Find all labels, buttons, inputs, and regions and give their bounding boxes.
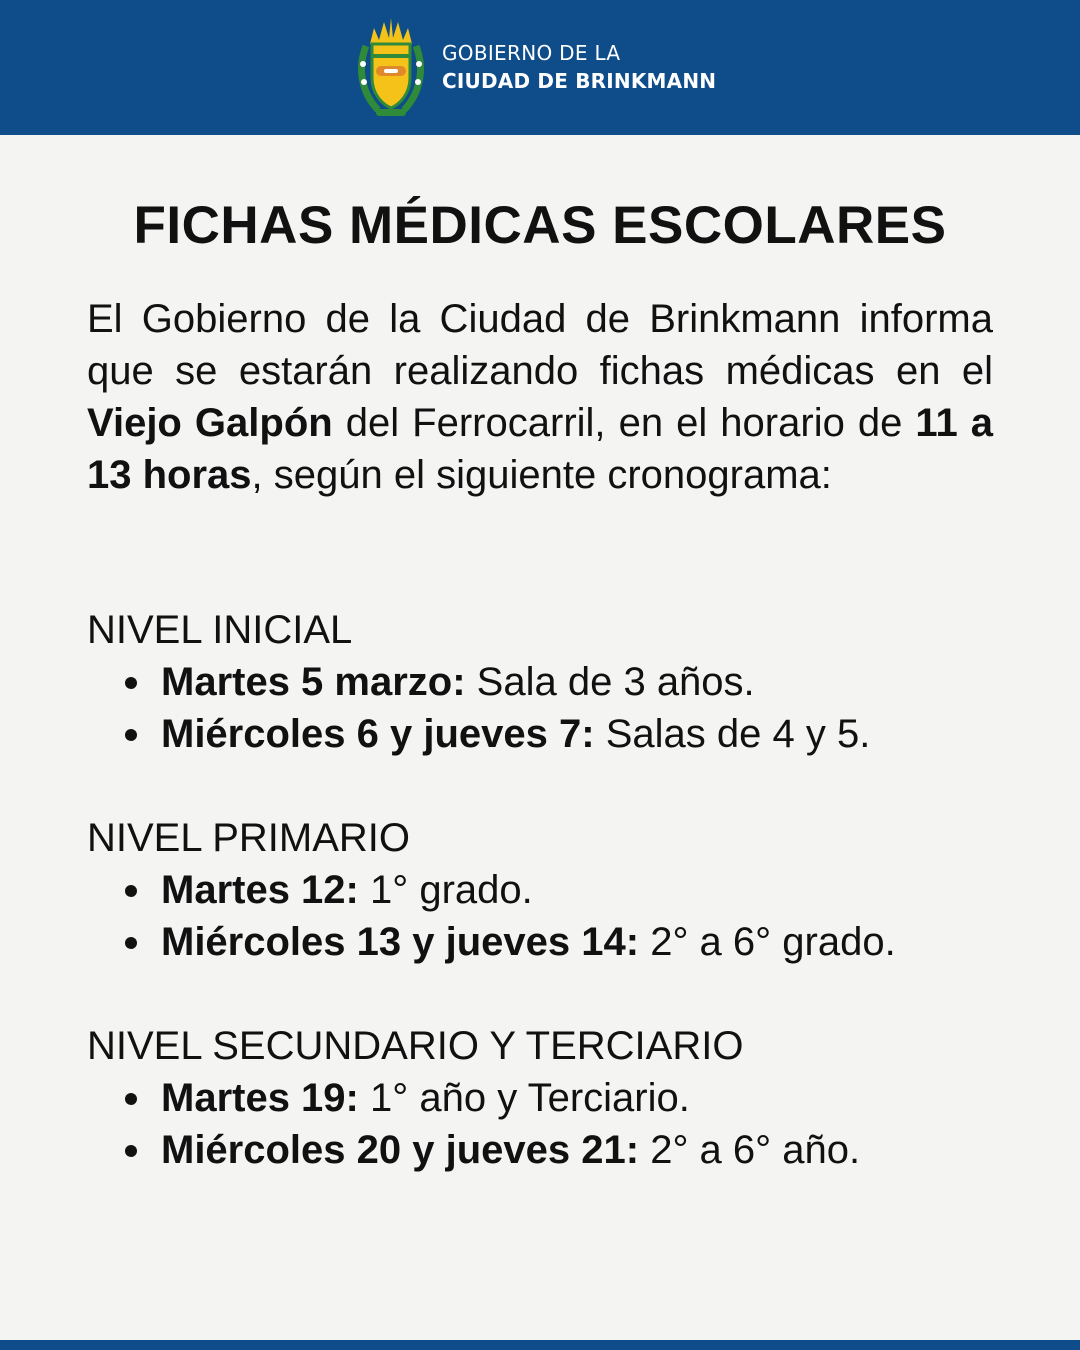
schedule-date: Martes 19:	[161, 1076, 359, 1120]
page-title: FICHAS MÉDICAS ESCOLARES	[133, 196, 947, 255]
bullet-icon	[125, 677, 137, 689]
schedule-item	[87, 916, 1047, 968]
city-crest-icon	[356, 16, 426, 118]
schedule-item	[87, 708, 1047, 760]
intro-hours: 11 a 13 horas	[87, 401, 994, 497]
schedule-detail: 2° a 6° grado.	[639, 920, 896, 964]
intro-location: Viejo Galpón	[87, 401, 333, 445]
section-nivel-primario	[87, 812, 1047, 968]
section-title: NIVEL INICIAL	[87, 608, 353, 652]
schedule-detail: 1° año y Terciario.	[358, 1076, 690, 1120]
government-logo	[356, 16, 716, 118]
bullet-icon	[125, 937, 137, 949]
government-name-line2: CIUDAD DE BRINKMANN	[442, 69, 717, 93]
bullet-icon	[125, 729, 137, 741]
section-title: NIVEL SECUNDARIO Y TERCIARIO	[87, 1024, 744, 1068]
schedule-detail: Salas de 4 y 5.	[594, 712, 871, 756]
schedule-item	[87, 1124, 1047, 1176]
schedule-detail: 2° a 6° año.	[639, 1128, 861, 1172]
schedule-date: Miércoles 20 y jueves 21:	[161, 1128, 640, 1172]
section-nivel-secundario-terciario	[87, 1020, 1047, 1176]
intro-text-1: El Gobierno de la Ciudad de Brinkmann informa que se estarán realizando fichas médicas en el	[87, 297, 993, 393]
schedule-date: Martes 5 marzo:	[161, 660, 466, 704]
schedule-item	[87, 656, 1047, 708]
section-title: NIVEL PRIMARIO	[87, 816, 411, 860]
schedule-detail: 1° grado.	[358, 868, 533, 912]
section-nivel-inicial	[87, 604, 1047, 760]
government-name-line1: GOBIERNO DE LA	[442, 41, 621, 65]
schedule-date: Miércoles 6 y jueves 7:	[161, 712, 595, 756]
schedule-date: Miércoles 13 y jueves 14:	[161, 920, 640, 964]
header-bar	[0, 0, 1080, 135]
bullet-icon	[125, 1093, 137, 1105]
schedule-detail: Sala de 3 años.	[465, 660, 755, 704]
bullet-icon	[125, 1145, 137, 1157]
schedule-item	[87, 1072, 1047, 1124]
schedule-date: Martes 12:	[161, 868, 359, 912]
schedule-item	[87, 864, 1047, 916]
intro-paragraph	[87, 293, 993, 501]
bullet-icon	[125, 885, 137, 897]
intro-text-2: del Ferrocarril, en el horario de	[332, 401, 916, 445]
intro-text-3: , según el siguiente cronograma:	[251, 453, 832, 497]
footer-bar	[0, 1340, 1080, 1350]
